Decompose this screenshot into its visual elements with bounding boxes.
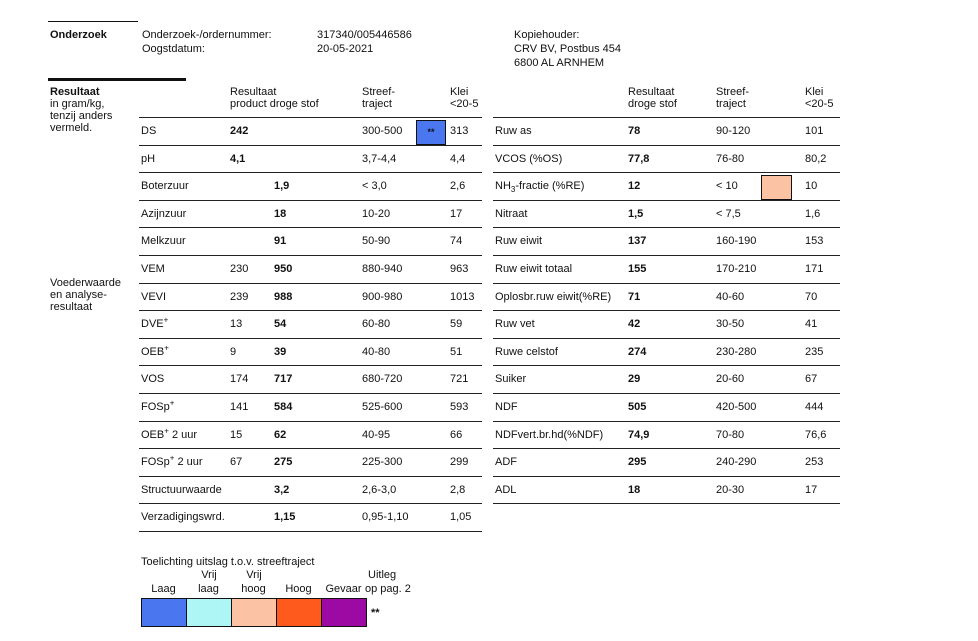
left-row-name-text: OEB	[141, 429, 165, 441]
result-unit-line2: tenzij anders	[50, 110, 113, 122]
row-divider	[493, 310, 840, 311]
right-row-dry-matter: 505	[628, 401, 647, 413]
row-divider	[139, 421, 482, 422]
left-row-product: 67	[230, 456, 243, 468]
row-divider	[493, 255, 840, 256]
order-number-label: Onderzoek-/ordernummer:	[142, 29, 272, 41]
left-row-name-text: Azijnzuur	[141, 208, 187, 220]
row-divider	[139, 338, 482, 339]
left-row-dry-matter: 18	[274, 208, 287, 220]
left-row-name-text: FOSp	[141, 401, 170, 413]
left-row-product: 4,1	[230, 153, 246, 165]
right-row-name	[495, 208, 527, 220]
left-row-name	[141, 235, 186, 247]
right-row-name	[495, 318, 535, 330]
left-row-dry-matter: 1,9	[274, 180, 290, 192]
left-row-product: 230	[230, 263, 249, 275]
right-row-name-text: NDFvert.br.hd(%NDF)	[495, 429, 604, 441]
right-row-dry-matter: 1,5	[628, 208, 644, 220]
row-divider	[139, 531, 482, 532]
row-divider	[139, 172, 482, 173]
right-row-name-text: ADF	[495, 456, 517, 468]
right-row-dry-matter: 12	[628, 180, 641, 192]
left-row-target-range: 900-980	[362, 291, 403, 303]
left-row-dry-matter: 3,2	[274, 484, 290, 496]
left-row-name-text: OEB	[141, 346, 165, 358]
left-row-name-suffix: 2 uur	[168, 429, 198, 441]
row-divider	[139, 255, 482, 256]
result-unit-line3: vermeld.	[50, 122, 93, 134]
row-divider	[493, 145, 840, 146]
right-row-dry-matter: 29	[628, 373, 641, 385]
left-header-result-sub: product droge stof	[230, 98, 319, 110]
legend-marker: **	[371, 607, 380, 619]
right-row-name	[495, 401, 518, 413]
left-header-soil: Klei	[450, 86, 469, 98]
left-row-dry-matter: 39	[274, 346, 287, 358]
right-header-soil-sub: <20-5	[805, 98, 834, 110]
legend-item-label: laag	[198, 583, 219, 595]
right-row-target-range: 90-120	[716, 125, 751, 137]
left-header-range: Streef-	[362, 86, 396, 98]
left-row-soil-reference: 51	[450, 346, 463, 358]
right-row-name-text: ADL	[495, 484, 517, 496]
legend-explain-line2: op pag. 2	[365, 583, 411, 595]
row-divider	[139, 448, 482, 449]
legend-color-swatch	[231, 598, 277, 627]
left-row-name	[141, 263, 165, 275]
left-row-name	[141, 484, 222, 496]
left-row-target-range: 525-600	[362, 401, 403, 413]
row-divider	[493, 421, 840, 422]
left-row-name-text: Boterzuur	[141, 180, 189, 192]
copy-holder-label: Kopiehouder:	[514, 29, 580, 41]
right-row-name	[495, 235, 542, 247]
right-row-name-text: Ruwe celstof	[495, 346, 558, 358]
right-row-name-text: Ruw as	[495, 125, 532, 137]
right-header-soil: Klei	[805, 86, 824, 98]
right-row-soil-reference: 171	[805, 263, 824, 275]
left-row-target-range: 60-80	[362, 318, 391, 330]
left-row-name-sup: +	[169, 398, 175, 408]
left-row-name-text: DVE	[141, 318, 164, 330]
row-divider	[139, 393, 482, 394]
right-row-dry-matter: 78	[628, 125, 641, 137]
right-row-soil-reference: 235	[805, 346, 824, 358]
left-row-product: 13	[230, 318, 243, 330]
right-row-soil-reference: 17	[805, 484, 818, 496]
left-row-soil-reference: 74	[450, 235, 463, 247]
left-row-name-text: pH	[141, 153, 156, 165]
right-row-name	[495, 484, 516, 496]
legend-color-swatch	[276, 598, 322, 627]
left-row-name	[141, 343, 169, 358]
row-divider	[493, 448, 840, 449]
right-row-target-range: 70-80	[716, 429, 745, 441]
right-header-range: Streef-	[716, 86, 750, 98]
left-row-name-text: Structuurwaarde	[141, 484, 222, 496]
right-row-target-range: 170-210	[716, 263, 757, 275]
left-row-status-swatch: **	[416, 120, 446, 145]
left-row-target-range: 880-940	[362, 263, 403, 275]
right-row-dry-matter: 77,8	[628, 153, 650, 165]
left-row-soil-reference: 2,8	[450, 484, 466, 496]
left-row-name-text: FOSp	[141, 456, 170, 468]
right-row-name-text: VCOS (%OS)	[495, 153, 563, 165]
left-row-soil-reference: 1013	[450, 291, 475, 303]
row-divider	[493, 283, 840, 284]
right-header-result-sub: droge stof	[628, 98, 677, 110]
right-row-soil-reference: 153	[805, 235, 824, 247]
left-row-name-text: Melkzuur	[141, 235, 186, 247]
right-row-dry-matter: 137	[628, 235, 647, 247]
legend-item-label-top: Vrij	[201, 569, 217, 581]
row-divider	[139, 476, 482, 477]
left-header-range-sub: traject	[362, 98, 392, 110]
left-row-name	[141, 426, 198, 441]
left-row-name-sup: +	[164, 343, 169, 353]
right-row-target-range: 240-290	[716, 456, 757, 468]
row-divider	[139, 200, 482, 201]
left-row-product: 242	[230, 125, 249, 137]
right-row-name-text: Ruw eiwit	[495, 235, 543, 247]
left-row-name	[141, 180, 189, 192]
row-divider	[493, 338, 840, 339]
right-row-name	[495, 429, 603, 441]
row-divider	[139, 283, 482, 284]
order-number-value: 317340/005446586	[317, 29, 412, 41]
result-section-title: Resultaat	[50, 86, 100, 98]
left-row-dry-matter: 91	[274, 235, 287, 247]
left-row-product: 9	[230, 346, 237, 358]
left-row-product: 174	[230, 373, 249, 385]
right-row-target-range: 76-80	[716, 153, 745, 165]
harvest-date-value: 20-05-2021	[317, 43, 374, 55]
right-header-range-sub: traject	[716, 98, 746, 110]
right-row-dry-matter: 74,9	[628, 429, 650, 441]
right-row-soil-reference: 70	[805, 291, 818, 303]
right-row-name	[495, 456, 517, 468]
right-row-target-range: 20-60	[716, 373, 745, 385]
left-header-soil-sub: <20-5	[450, 98, 479, 110]
right-row-dry-matter: 18	[628, 484, 641, 496]
right-row-name	[495, 125, 532, 137]
left-row-product: 141	[230, 401, 249, 413]
right-row-soil-reference: 80,2	[805, 153, 827, 165]
right-row-soil-reference: 101	[805, 125, 824, 137]
legend-color-swatch	[186, 598, 232, 627]
right-row-name	[495, 291, 611, 303]
row-divider	[493, 172, 840, 173]
left-row-target-range: 680-720	[362, 373, 403, 385]
left-row-target-range: < 3,0	[362, 180, 387, 192]
left-row-dry-matter: 54	[274, 318, 287, 330]
left-row-name	[141, 291, 166, 303]
right-row-target-range: < 10	[716, 180, 738, 192]
right-row-name-suffix: -fractie (%RE)	[515, 180, 585, 192]
left-row-name	[141, 315, 169, 330]
feed-value-label-line2: en analyse-	[50, 289, 107, 301]
right-row-name-sub: 3	[510, 185, 516, 195]
left-row-soil-reference: 2,6	[450, 180, 466, 192]
right-row-target-range: 420-500	[716, 401, 757, 413]
right-row-soil-reference: 76,6	[805, 429, 827, 441]
row-divider	[139, 310, 482, 311]
left-row-name	[141, 125, 156, 137]
copy-holder-address-line1: CRV BV, Postbus 454	[514, 43, 622, 55]
right-row-target-range: 160-190	[716, 235, 757, 247]
copy-holder-address-line2: 6800 AL ARNHEM	[514, 57, 605, 69]
left-row-target-range: 50-90	[362, 235, 391, 247]
row-divider	[139, 365, 482, 366]
left-row-target-range: 0,95-1,10	[362, 511, 409, 523]
left-row-name	[141, 453, 203, 468]
right-row-name-text: Nitraat	[495, 208, 528, 220]
right-row-soil-reference: 253	[805, 456, 824, 468]
legend-item-label: hoog	[241, 583, 266, 595]
right-row-soil-reference: 10	[805, 180, 818, 192]
right-row-target-range: < 7,5	[716, 208, 741, 220]
left-row-soil-reference: 17	[450, 208, 463, 220]
legend-color-swatch	[321, 598, 367, 627]
right-row-soil-reference: 41	[805, 318, 818, 330]
left-row-name-suffix: 2 uur	[174, 456, 203, 468]
right-row-dry-matter: 295	[628, 456, 647, 468]
left-row-target-range: 2,6-3,0	[362, 484, 397, 496]
left-row-target-range: 40-80	[362, 346, 391, 358]
left-row-soil-reference: 593	[450, 401, 469, 413]
row-divider	[139, 503, 482, 504]
left-row-name-text: VEVI	[141, 291, 167, 303]
left-row-dry-matter: 717	[274, 373, 293, 385]
feed-value-label-line3: resultaat	[50, 301, 93, 313]
left-row-target-range: 300-500	[362, 125, 403, 137]
right-header-result: Resultaat	[628, 86, 675, 98]
left-row-name	[141, 511, 225, 523]
left-row-soil-reference: 963	[450, 263, 469, 275]
feed-value-label-line1: Voederwaarde	[50, 277, 121, 289]
left-row-product: 239	[230, 291, 249, 303]
right-row-soil-reference: 444	[805, 401, 824, 413]
legend-item-label: Laag	[151, 583, 176, 595]
left-row-dry-matter: 275	[274, 456, 293, 468]
right-row-name-text: NH	[495, 180, 511, 192]
legend-item-label: Hoog	[285, 583, 312, 595]
left-row-target-range: 225-300	[362, 456, 403, 468]
legend-title: Toelichting uitslag t.o.v. streeftraject	[141, 556, 315, 568]
left-row-soil-reference: 313	[450, 125, 469, 137]
left-row-dry-matter: 988	[274, 291, 293, 303]
legend-color-swatch	[141, 598, 187, 627]
row-divider	[493, 476, 840, 477]
left-row-name-sup: +	[169, 453, 175, 463]
left-row-product: 15	[230, 429, 243, 441]
row-divider	[493, 200, 840, 201]
legend-item-label-top: Vrij	[246, 569, 262, 581]
left-row-name	[141, 398, 175, 413]
left-row-name-text: Verzadigingswrd.	[141, 511, 225, 523]
legend-explain-line1: Uitleg	[368, 569, 397, 581]
right-row-dry-matter: 274	[628, 346, 647, 358]
left-row-dry-matter: 950	[274, 263, 293, 275]
right-row-name-text: Oplosbr.ruw eiwit(%RE)	[495, 291, 612, 303]
result-unit-line1: in gram/kg,	[50, 98, 105, 110]
left-row-name	[141, 153, 155, 165]
left-row-name-text: VEM	[141, 263, 165, 275]
left-row-name	[141, 373, 164, 385]
right-row-name	[495, 153, 562, 165]
left-row-soil-reference: 4,4	[450, 153, 466, 165]
row-divider	[139, 117, 482, 118]
right-row-target-range: 40-60	[716, 291, 745, 303]
left-row-dry-matter: 584	[274, 401, 293, 413]
left-row-soil-reference: 721	[450, 373, 469, 385]
left-row-soil-reference: 59	[450, 318, 463, 330]
right-row-soil-reference: 67	[805, 373, 818, 385]
harvest-date-label: Oogstdatum:	[142, 43, 205, 55]
left-row-name-text: VOS	[141, 373, 165, 385]
right-row-name	[495, 373, 526, 385]
left-row-target-range: 10-20	[362, 208, 391, 220]
left-row-soil-reference: 66	[450, 429, 463, 441]
right-row-soil-reference: 1,6	[805, 208, 821, 220]
right-row-name-text: NDF	[495, 401, 518, 413]
right-row-name-text: Ruw eiwit totaal	[495, 263, 573, 275]
right-row-name	[495, 346, 558, 358]
right-row-target-range: 230-280	[716, 346, 757, 358]
right-row-name-text: Suiker	[495, 373, 527, 385]
right-row-dry-matter: 71	[628, 291, 641, 303]
right-row-name	[495, 263, 572, 275]
left-row-soil-reference: 299	[450, 456, 469, 468]
row-divider	[493, 117, 840, 118]
row-divider	[139, 227, 482, 228]
left-row-dry-matter: 1,15	[274, 511, 296, 523]
right-row-status-swatch	[761, 175, 792, 200]
right-row-dry-matter: 155	[628, 263, 647, 275]
right-row-name-text: Ruw vet	[495, 318, 535, 330]
left-header-result: Resultaat	[230, 86, 277, 98]
left-row-name-text: DS	[141, 125, 157, 137]
left-row-soil-reference: 1,05	[450, 511, 472, 523]
legend-item-label: Gevaar	[325, 583, 362, 595]
left-row-name	[141, 208, 186, 220]
row-divider	[493, 227, 840, 228]
left-row-dry-matter: 62	[274, 429, 287, 441]
right-row-target-range: 20-30	[716, 484, 745, 496]
row-divider	[493, 365, 840, 366]
right-row-target-range: 30-50	[716, 318, 745, 330]
left-row-target-range: 40-95	[362, 429, 391, 441]
left-row-name-sup: +	[163, 315, 169, 325]
row-divider	[493, 393, 840, 394]
left-row-target-range: 3,7-4,4	[362, 153, 397, 165]
row-divider	[139, 145, 482, 146]
right-row-dry-matter: 42	[628, 318, 641, 330]
row-divider	[493, 503, 840, 504]
section-label-onderzoek: Onderzoek	[50, 29, 107, 41]
right-row-name	[495, 180, 585, 195]
left-row-name-sup: +	[164, 426, 169, 436]
